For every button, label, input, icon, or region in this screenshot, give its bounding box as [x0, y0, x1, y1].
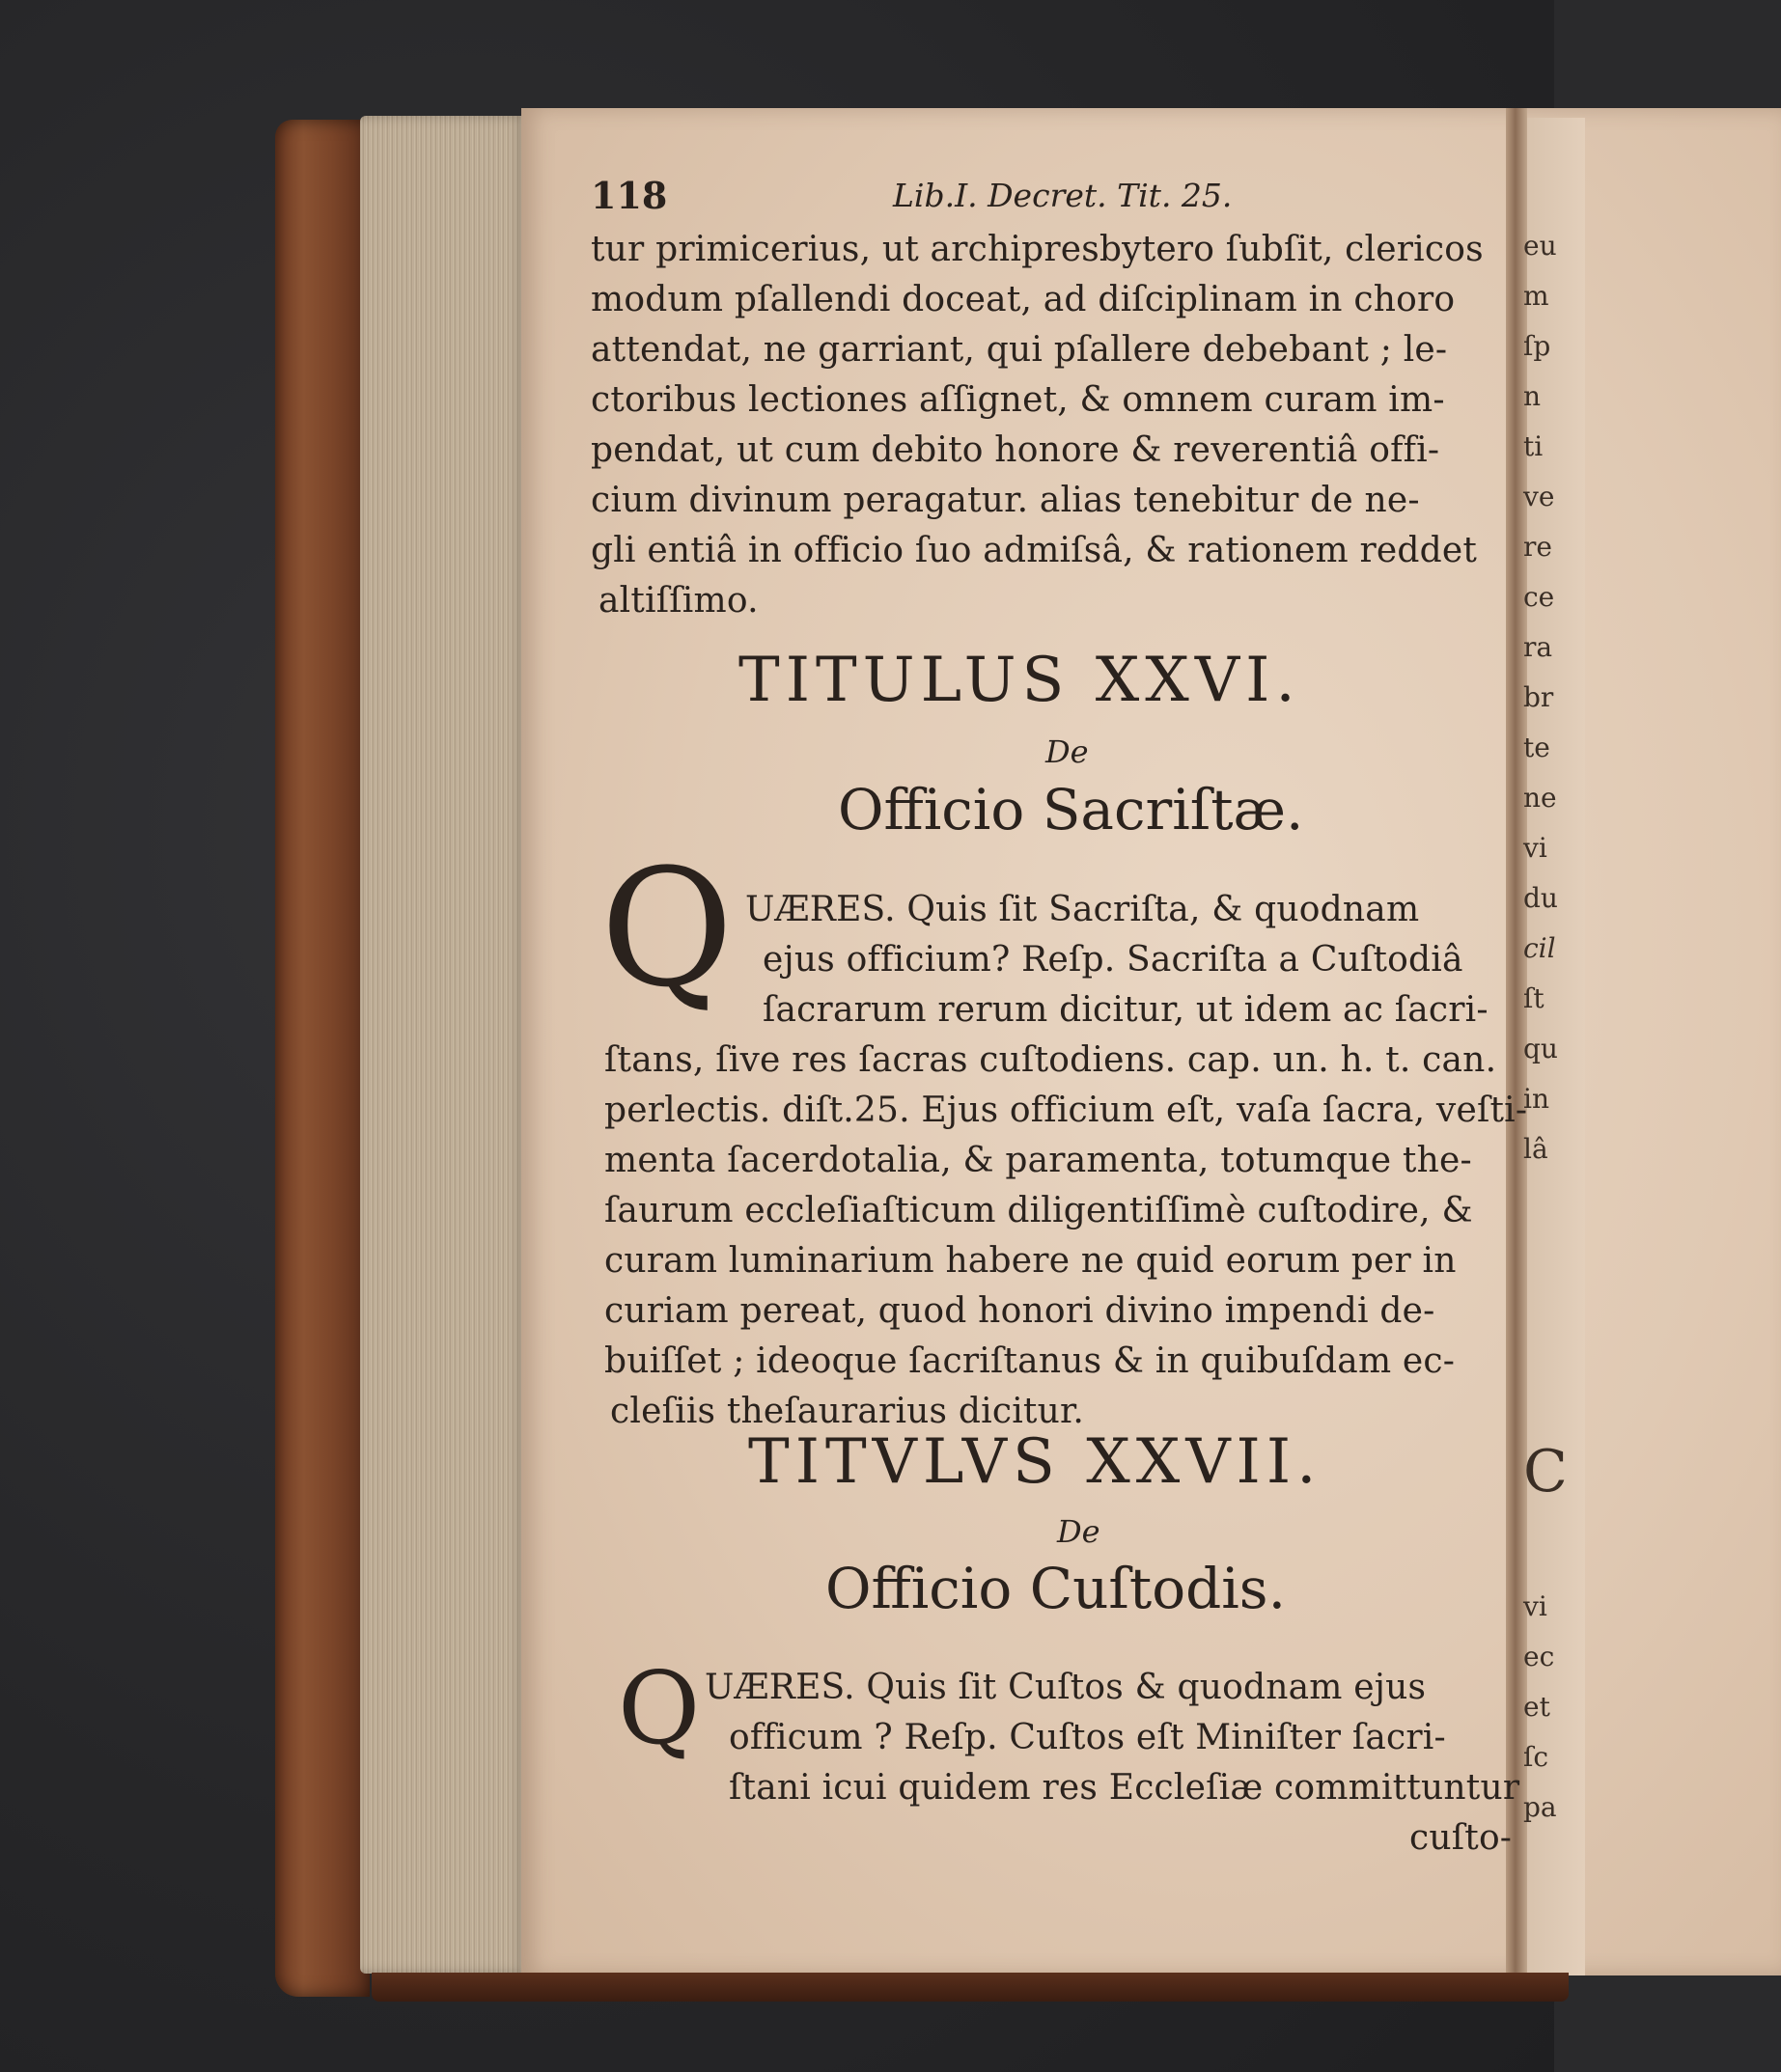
- text-line: altiſſimo.: [598, 581, 759, 621]
- page-edges: [360, 116, 526, 1974]
- text-line: tur primicerius, ut archipresbytero ſubſit, clericos: [591, 230, 1484, 269]
- margin-fragment: ce: [1523, 581, 1555, 613]
- text-line: gli entiâ in officio ſuo admiſsâ, & rationem reddet: [591, 531, 1478, 570]
- section-de: De: [1057, 1513, 1100, 1550]
- margin-fragment: ſp: [1523, 330, 1551, 362]
- text-line: menta ſacerdotalia, & paramenta, totumque the-: [604, 1141, 1472, 1180]
- margin-fragment: in: [1523, 1083, 1549, 1115]
- margin-fragment: cil: [1523, 932, 1556, 964]
- margin-fragment: m: [1523, 280, 1549, 312]
- margin-fragment: ne: [1523, 782, 1557, 814]
- margin-fragment: qu: [1523, 1033, 1558, 1064]
- margin-fragment: C: [1523, 1438, 1568, 1506]
- section-subtitle: Officio Cuſtodis.: [825, 1556, 1286, 1621]
- text-line: ſaurum eccleſiaſticum diligentiſſimè cuſtodire, &: [604, 1191, 1473, 1230]
- bottom-board: [372, 1973, 1569, 2002]
- text-line: UÆRES. Quis ſit Sacriſta, & quodnam: [745, 890, 1420, 929]
- text-line: ſtani icui quidem res Eccleſiæ committuntur: [729, 1768, 1520, 1808]
- margin-fragment: re: [1523, 531, 1552, 563]
- margin-fragment: br: [1523, 681, 1554, 713]
- margin-fragment: ſc: [1523, 1741, 1549, 1773]
- margin-fragment: ec: [1523, 1641, 1555, 1672]
- section-title: TITVLVS XXVII.: [748, 1426, 1322, 1498]
- margin-fragment: du: [1523, 882, 1558, 914]
- margin-fragment: n: [1523, 380, 1542, 412]
- margin-fragment: ti: [1523, 430, 1544, 462]
- running-head: Lib.I. Decret. Tit. 25.: [893, 177, 1233, 214]
- margin-fragment: lâ: [1523, 1133, 1548, 1165]
- text-line: ctoribus lectiones aſſignet, & omnem curam im-: [591, 380, 1445, 420]
- margin-fragment: vi: [1523, 1590, 1547, 1622]
- leather-cover: [275, 120, 370, 1997]
- text-line: pendat, ut cum debito honore & reverentiâ offi-: [591, 430, 1440, 470]
- margin-fragment: pa: [1523, 1791, 1557, 1823]
- margin-fragment: vi: [1523, 832, 1547, 864]
- text-line: buiſſet ; ideoque ſacriſtanus & in quibuſdam ec-: [604, 1341, 1456, 1381]
- text-line: curam luminarium habere ne quid eorum per in: [604, 1241, 1457, 1281]
- page-number: 118: [591, 174, 668, 217]
- text-line: cleſiis theſaurarius dicitur.: [610, 1392, 1085, 1431]
- margin-fragment: eu: [1523, 230, 1557, 262]
- drop-cap: Q: [600, 834, 734, 1023]
- text-line: ejus officium? Reſp. Sacriſta a Cuſtodiâ: [763, 940, 1463, 980]
- drop-cap: Q: [618, 1649, 701, 1767]
- text-line: ſtans, ſive res ſacras cuſtodiens. cap. un. h. t. can.: [604, 1040, 1497, 1080]
- text-line: perlectis. diſt.25. Ejus officium eſt, vaſa ſacra, veſti-: [604, 1091, 1528, 1130]
- text-line: officum ? Reſp. Cuſtos eſt Miniſter ſacri-: [729, 1718, 1446, 1757]
- section-subtitle: Officio Sacriſtæ.: [838, 777, 1304, 843]
- text-line: modum pſallendi doceat, ad diſciplinam in choro: [591, 280, 1456, 319]
- text-line: UÆRES. Quis ſit Cuſtos & quodnam ejus: [705, 1668, 1427, 1707]
- margin-fragment: te: [1523, 732, 1550, 763]
- text-line: cium divinum peragatur. alias tenebitur de ne-: [591, 481, 1420, 520]
- text-line: attendat, ne garriant, qui pſallere debebant ; le-: [591, 330, 1448, 370]
- text-line: ſacrarum rerum dicitur, ut idem ac ſacri-: [763, 990, 1489, 1030]
- margin-fragment: ra: [1523, 631, 1553, 663]
- margin-fragment: ſt: [1523, 982, 1544, 1014]
- margin-fragment: et: [1523, 1691, 1550, 1723]
- margin-fragment: ve: [1523, 481, 1555, 512]
- text-line: curiam pereat, quod honori divino impendi de-: [604, 1291, 1435, 1331]
- section-de: De: [1045, 733, 1089, 770]
- section-title: TITULUS XXVI.: [738, 645, 1301, 716]
- catchword: cuſto-: [1409, 1818, 1513, 1858]
